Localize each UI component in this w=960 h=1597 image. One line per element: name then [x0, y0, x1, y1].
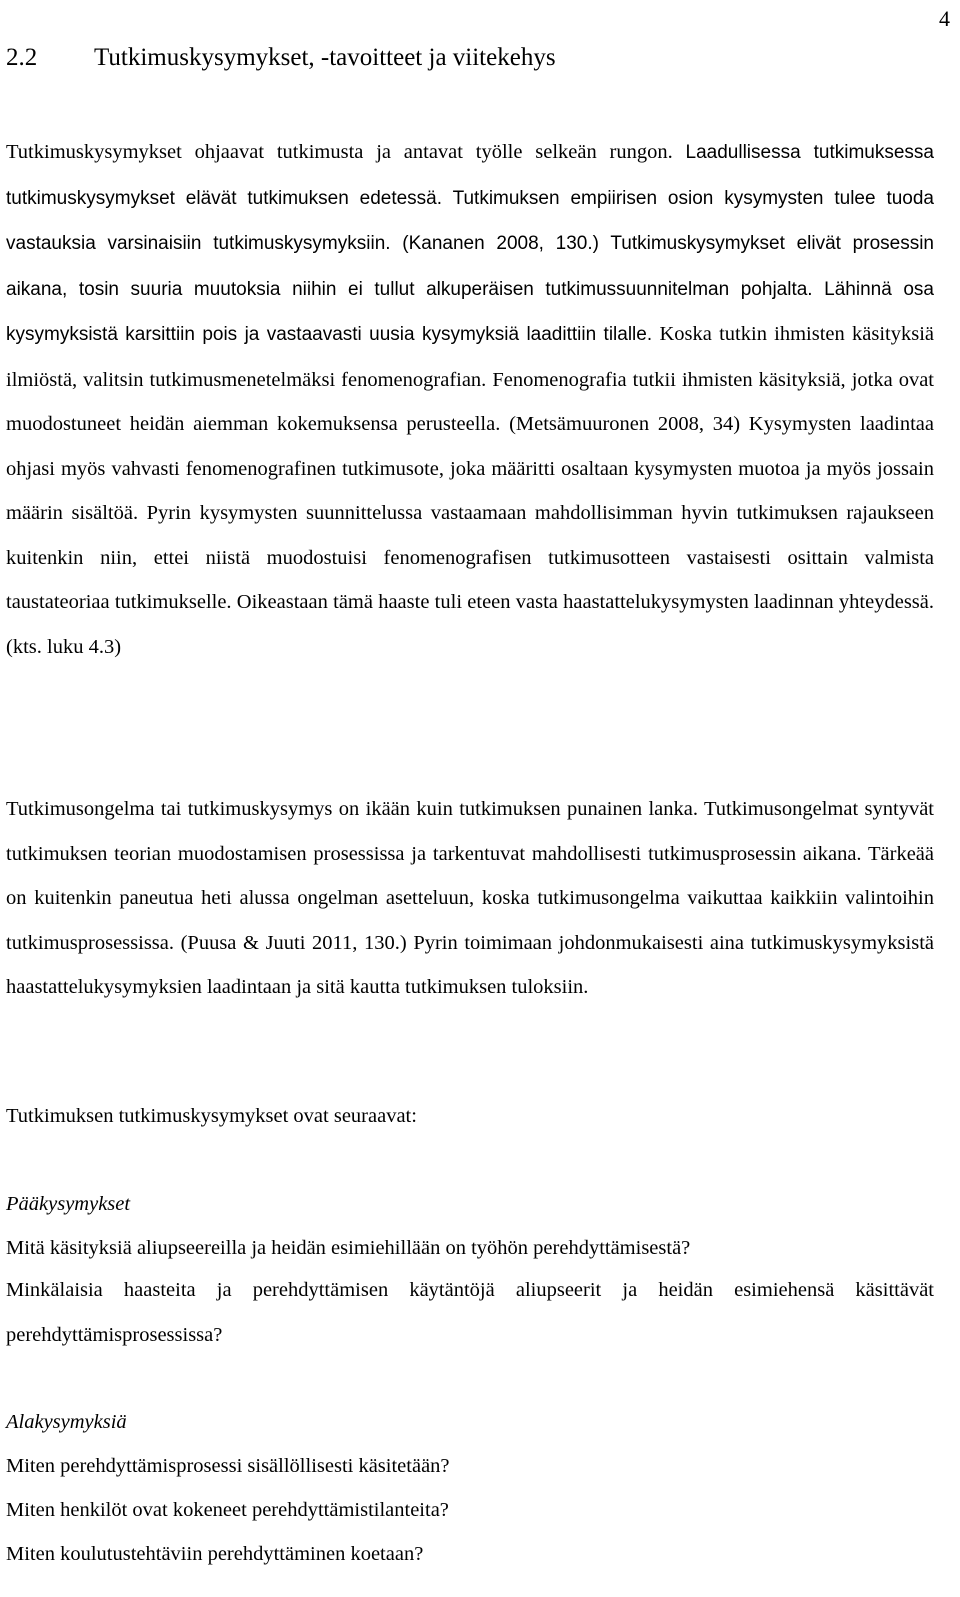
sub-question-3: Miten koulutustehtäviin perehdyttäminen koetaan? — [6, 1543, 424, 1565]
section-title: Tutkimuskysymykset, -tavoitteet ja viitekehys — [94, 44, 556, 71]
page-number: 4 — [939, 6, 950, 31]
paragraph-1-sentence-1: Tutkimuskysymykset ohjaavat tutkimusta ja antavat työlle selkeän rungon. — [6, 141, 686, 163]
section-number: 2.2 — [6, 44, 38, 71]
questions-intro: Tutkimuksen tutkimuskysymykset ovat seuraavat: — [6, 1105, 417, 1127]
paragraph-research-problem: Tutkimusongelma tai tutkimuskysymys on ikään kuin tutkimuksen punainen lanka. Tutkimusongelmat syntyvät tutkimuksen teorian muodostamisen prosessissa ja tarkentuvat mahdollisesti tutkimusprosessin aikana. Tärkeää on kuitenkin paneutua heti alussa ongelman asetteluun, koska tutkimusongelma vaikuttaa kaikkiin valintoihin tutkimusprosessissa. (Puusa & Juuti 2011, 130.) Pyrin toimimaan johdonmukaisesti aina tutkimuskysymyksistä haastattelukysymyksien laadintaan ja sitä kautta tutkimuksen tuloksiin. — [6, 798, 934, 998]
sub-questions-title: Alakysymyksiä — [6, 1411, 127, 1433]
paragraph-1-rest: Koska tutkin ihmisten käsityksiä ilmiöstä, valitsin tutkimusmenetelmäksi fenomenografian. Fenomenografia tutkii ihmisten käsityksiä, jotka ovat muodostuneet heidän aiemman kokemuksensa perusteella. (Metsämuuronen 2008, 34) Kysymysten laadintaa ohjasi myös vahvasti fenomenografinen tutkimusote, joka määritti osaltaan kysymysten muotoa ja myös jossain määrin sisältöä. Pyrin kysymysten suunnittelussa vastaamaan mahdollisimman hyvin tutkimuksen rajaukseen kuitenkin niin, ettei niistä muodostuisi fenomenografisen tutkimusotteen vastaisesti osittain valmista taustateoriaa tutkimukselle. Oikeastaan tämä haaste tuli eteen vasta haastattelukysymysten laadinnan yhteydessä. (kts. luku 4.3) — [6, 323, 934, 658]
main-question-1: Mitä käsityksiä aliupseereilla ja heidän esimiehillään on työhön perehdyttämisestä? — [6, 1237, 691, 1259]
main-question-2: Minkälaisia haasteita ja perehdyttämisen käytäntöjä aliupseerit ja heidän esimiehensä käsittävät perehdyttämisprosessissa? — [6, 1279, 934, 1346]
main-questions-title: Pääkysymykset — [6, 1193, 131, 1215]
section-heading — [6, 44, 556, 72]
paragraph-1-sans-run: Laadullisessa tutkimuksessa tutkimuskysymykset elävät tutkimuksen edetessä. Tutkimuksen empiirisen osion kysymysten tulee tuoda vastauksia varsinaisiin tutkimuskysymyksiin. (Kananen 2008, 130.) Tutkimuskysymykset elivät prosessin aikana, tosin suuria muutoksia niihin ei tullut alkuperäisen tutkimussuunnitelman pohjalta. Lähinnä osa kysymyksistä karsittiin pois ja vastaavasti uusia kysymyksiä laadittiin tilalle. — [6, 142, 934, 345]
paragraph-research-questions — [6, 130, 934, 669]
sub-question-1: Miten perehdyttämisprosessi sisällöllisesti käsitetään? — [6, 1455, 450, 1477]
sub-question-2: Miten henkilöt ovat kokeneet perehdyttämistilanteita? — [6, 1499, 449, 1521]
